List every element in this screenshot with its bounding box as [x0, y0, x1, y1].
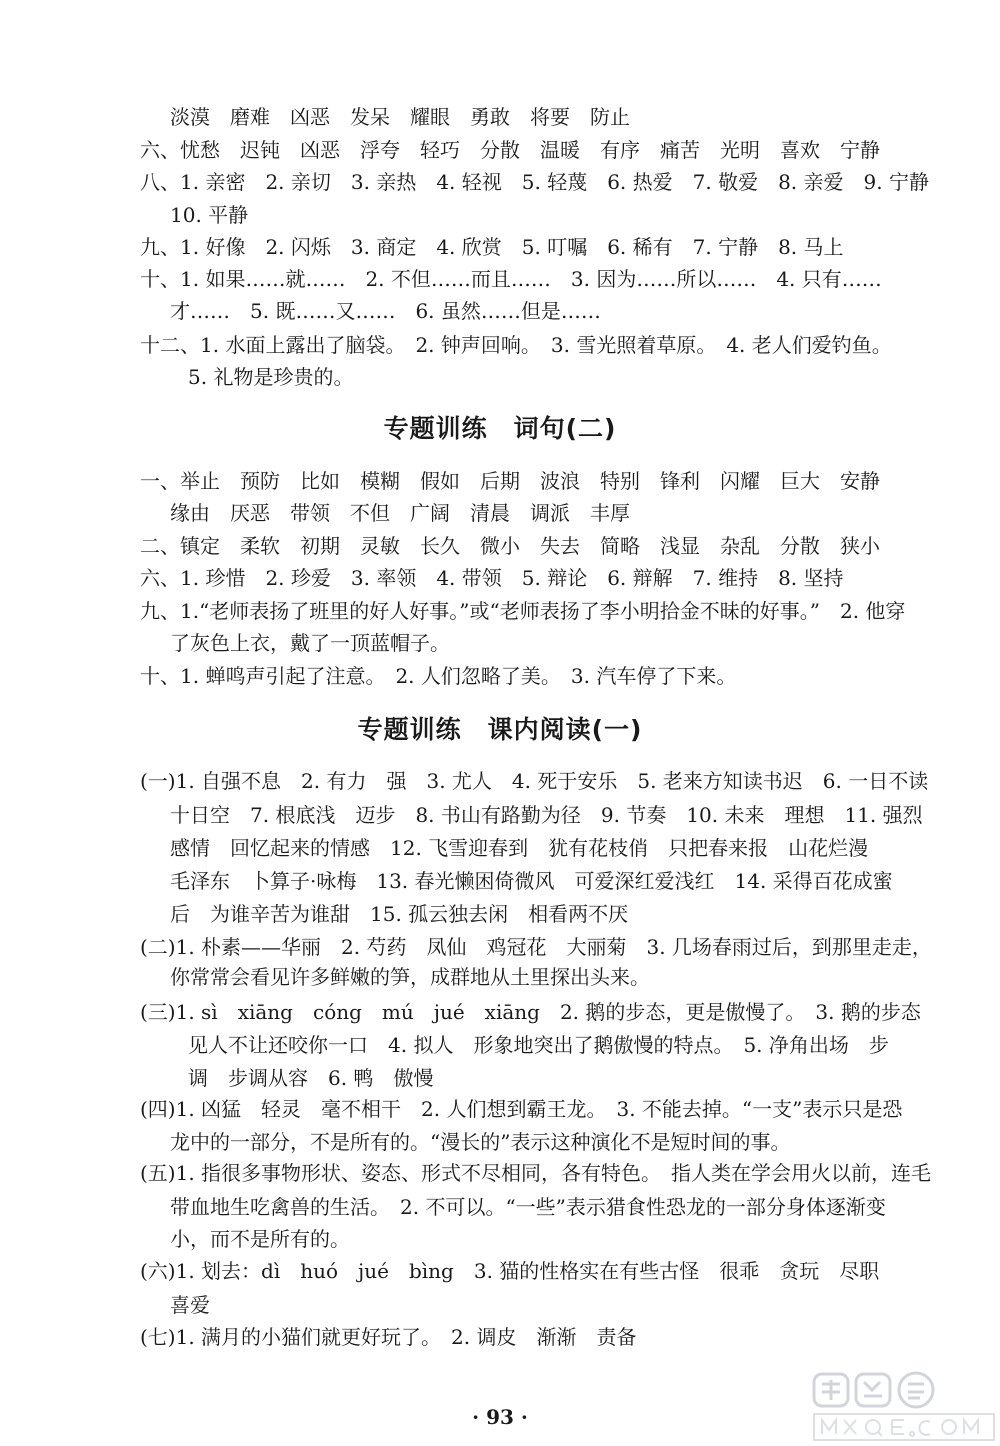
answer-line: 后 为谁辛苦为谁甜 15. 孤云独去闲 相看两不厌 [170, 902, 629, 926]
answer-line: (四)1. 凶猛 轻灵 毫不相干 2. 人们想到霸王龙。 3. 不能去掉。“一支”表示只是恐 [140, 1097, 903, 1121]
answer-line: 10. 平静 [170, 203, 249, 227]
answer-line: 八、1. 亲密 2. 亲切 3. 亲热 4. 轻视 5. 轻蔑 6. 热爱 7. 敬爱 8. 亲爱 9. 宁静 [140, 170, 929, 194]
answer-line: 带血地生吃禽兽的生活。 2. 不可以。“一些”表示猎食性恐龙的一部分身体逐渐变 [170, 1195, 886, 1219]
answer-line: 二、镇定 柔软 初期 灵敏 长久 微小 失去 简略 浅显 杂乱 分散 狭小 [140, 534, 880, 558]
answer-line: 缘由 厌恶 带领 不但 广阔 清晨 调派 丰厚 [170, 501, 630, 525]
watermark-logo-icon [808, 1370, 998, 1444]
answer-line: 九、1. 好像 2. 闪烁 3. 商定 4. 欣赏 5. 叮嘱 6. 稀有 7. 宁静 8. 马上 [140, 235, 844, 259]
answer-line: 十、1. 如果……就…… 2. 不但……而且…… 3. 因为……所以…… 4. 只有…… [140, 267, 882, 291]
answer-line: 十日空 7. 根底浅 迈步 8. 书山有路勤为径 9. 节奏 10. 未来 理想 11. 强烈 [170, 803, 923, 827]
answer-line: 六、忧愁 迟钝 凶恶 浮夸 轻巧 分散 温暖 有序 痛苦 光明 喜欢 宁静 [140, 138, 880, 162]
answer-line: 才…… 5. 既……又…… 6. 虽然……但是…… [170, 299, 601, 323]
answer-line: 一、举止 预防 比如 模糊 假如 后期 波浪 特别 锋利 闪耀 巨大 安静 [140, 469, 880, 493]
answer-line: 十、1. 蝉鸣声引起了注意。 2. 人们忽略了美。 3. 汽车停了下来。 [140, 664, 737, 688]
answer-line: (七)1. 满月的小猫们就更好玩了。 2. 调皮 渐渐 责备 [140, 1325, 637, 1349]
answer-line: 你常常会看见许多鲜嫩的笋，成群地从土里探出头来。 [170, 965, 650, 989]
answer-line: 九、1.“老师表扬了班里的好人好事。”或“老师表扬了李小明拾金不昧的好事。” 2. 他穿 [140, 599, 906, 623]
section-heading: 专题训练 词句(二) [383, 414, 617, 443]
answer-line: (一)1. 自强不息 2. 有力 强 3. 尤人 4. 死于安乐 5. 老来方知读书迟 6. 一日不读 [140, 769, 929, 793]
answer-line: 了灰色上衣，戴了一顶蓝帽子。 [170, 631, 450, 655]
answer-line: 见人不让还咬你一口 4. 拟人 形象地突出了鹅傲慢的特点。 5. 净角出场 步 [188, 1033, 889, 1057]
answer-line: (三)1. sì xiāng cóng mú jué xiāng 2. 鹅的步态，更是傲慢了。 3. 鹅的步态 [140, 1000, 921, 1024]
answer-line: 感情 回忆起来的情感 12. 飞雪迎春到 犹有花枝俏 只把春来报 山花烂漫 [170, 836, 869, 860]
page-number: · 93 · [472, 1405, 528, 1429]
answer-line: 小，而不是所有的。 [170, 1227, 350, 1251]
answer-line: 喜爱 [170, 1293, 210, 1317]
answer-line: 十二、1. 水面上露出了脑袋。 2. 钟声回响。 3. 雪光照着草原。 4. 老人们爱钓鱼。 [140, 333, 892, 357]
answer-line: (五)1. 指很多事物形状、姿态、形式不尽相同，各有特色。 指人类在学会用火以前，连毛 [140, 1161, 932, 1185]
answer-line: 毛泽东 卜算子·咏梅 13. 春光懒困倚微风 可爱深红爱浅红 14. 采得百花成蜜 [170, 869, 893, 893]
answer-line: 5. 礼物是珍贵的。 [188, 365, 354, 389]
answer-line: 龙中的一部分，不是所有的。“漫长的”表示这种演化不是短时间的事。 [170, 1130, 791, 1154]
answer-line: 调 步调从容 6. 鸭 傲慢 [188, 1066, 434, 1090]
answer-line: (二)1. 朴素——华丽 2. 芍药 凤仙 鸡冠花 大丽菊 3. 几场春雨过后，到那里走走， [140, 935, 932, 959]
answer-line: 淡漠 磨难 凶恶 发呆 耀眼 勇敢 将要 防止 [170, 105, 630, 129]
answer-line: 六、1. 珍惜 2. 珍爱 3. 率领 4. 带领 5. 辩论 6. 辩解 7. 维持 8. 坚持 [140, 566, 844, 590]
answer-line: (六)1. 划去：dì huó jué bìng 3. 猫的性格实在有些古怪 很乖 贪玩 尽职 [140, 1259, 880, 1283]
section-heading: 专题训练 课内阅读(一) [357, 715, 643, 744]
